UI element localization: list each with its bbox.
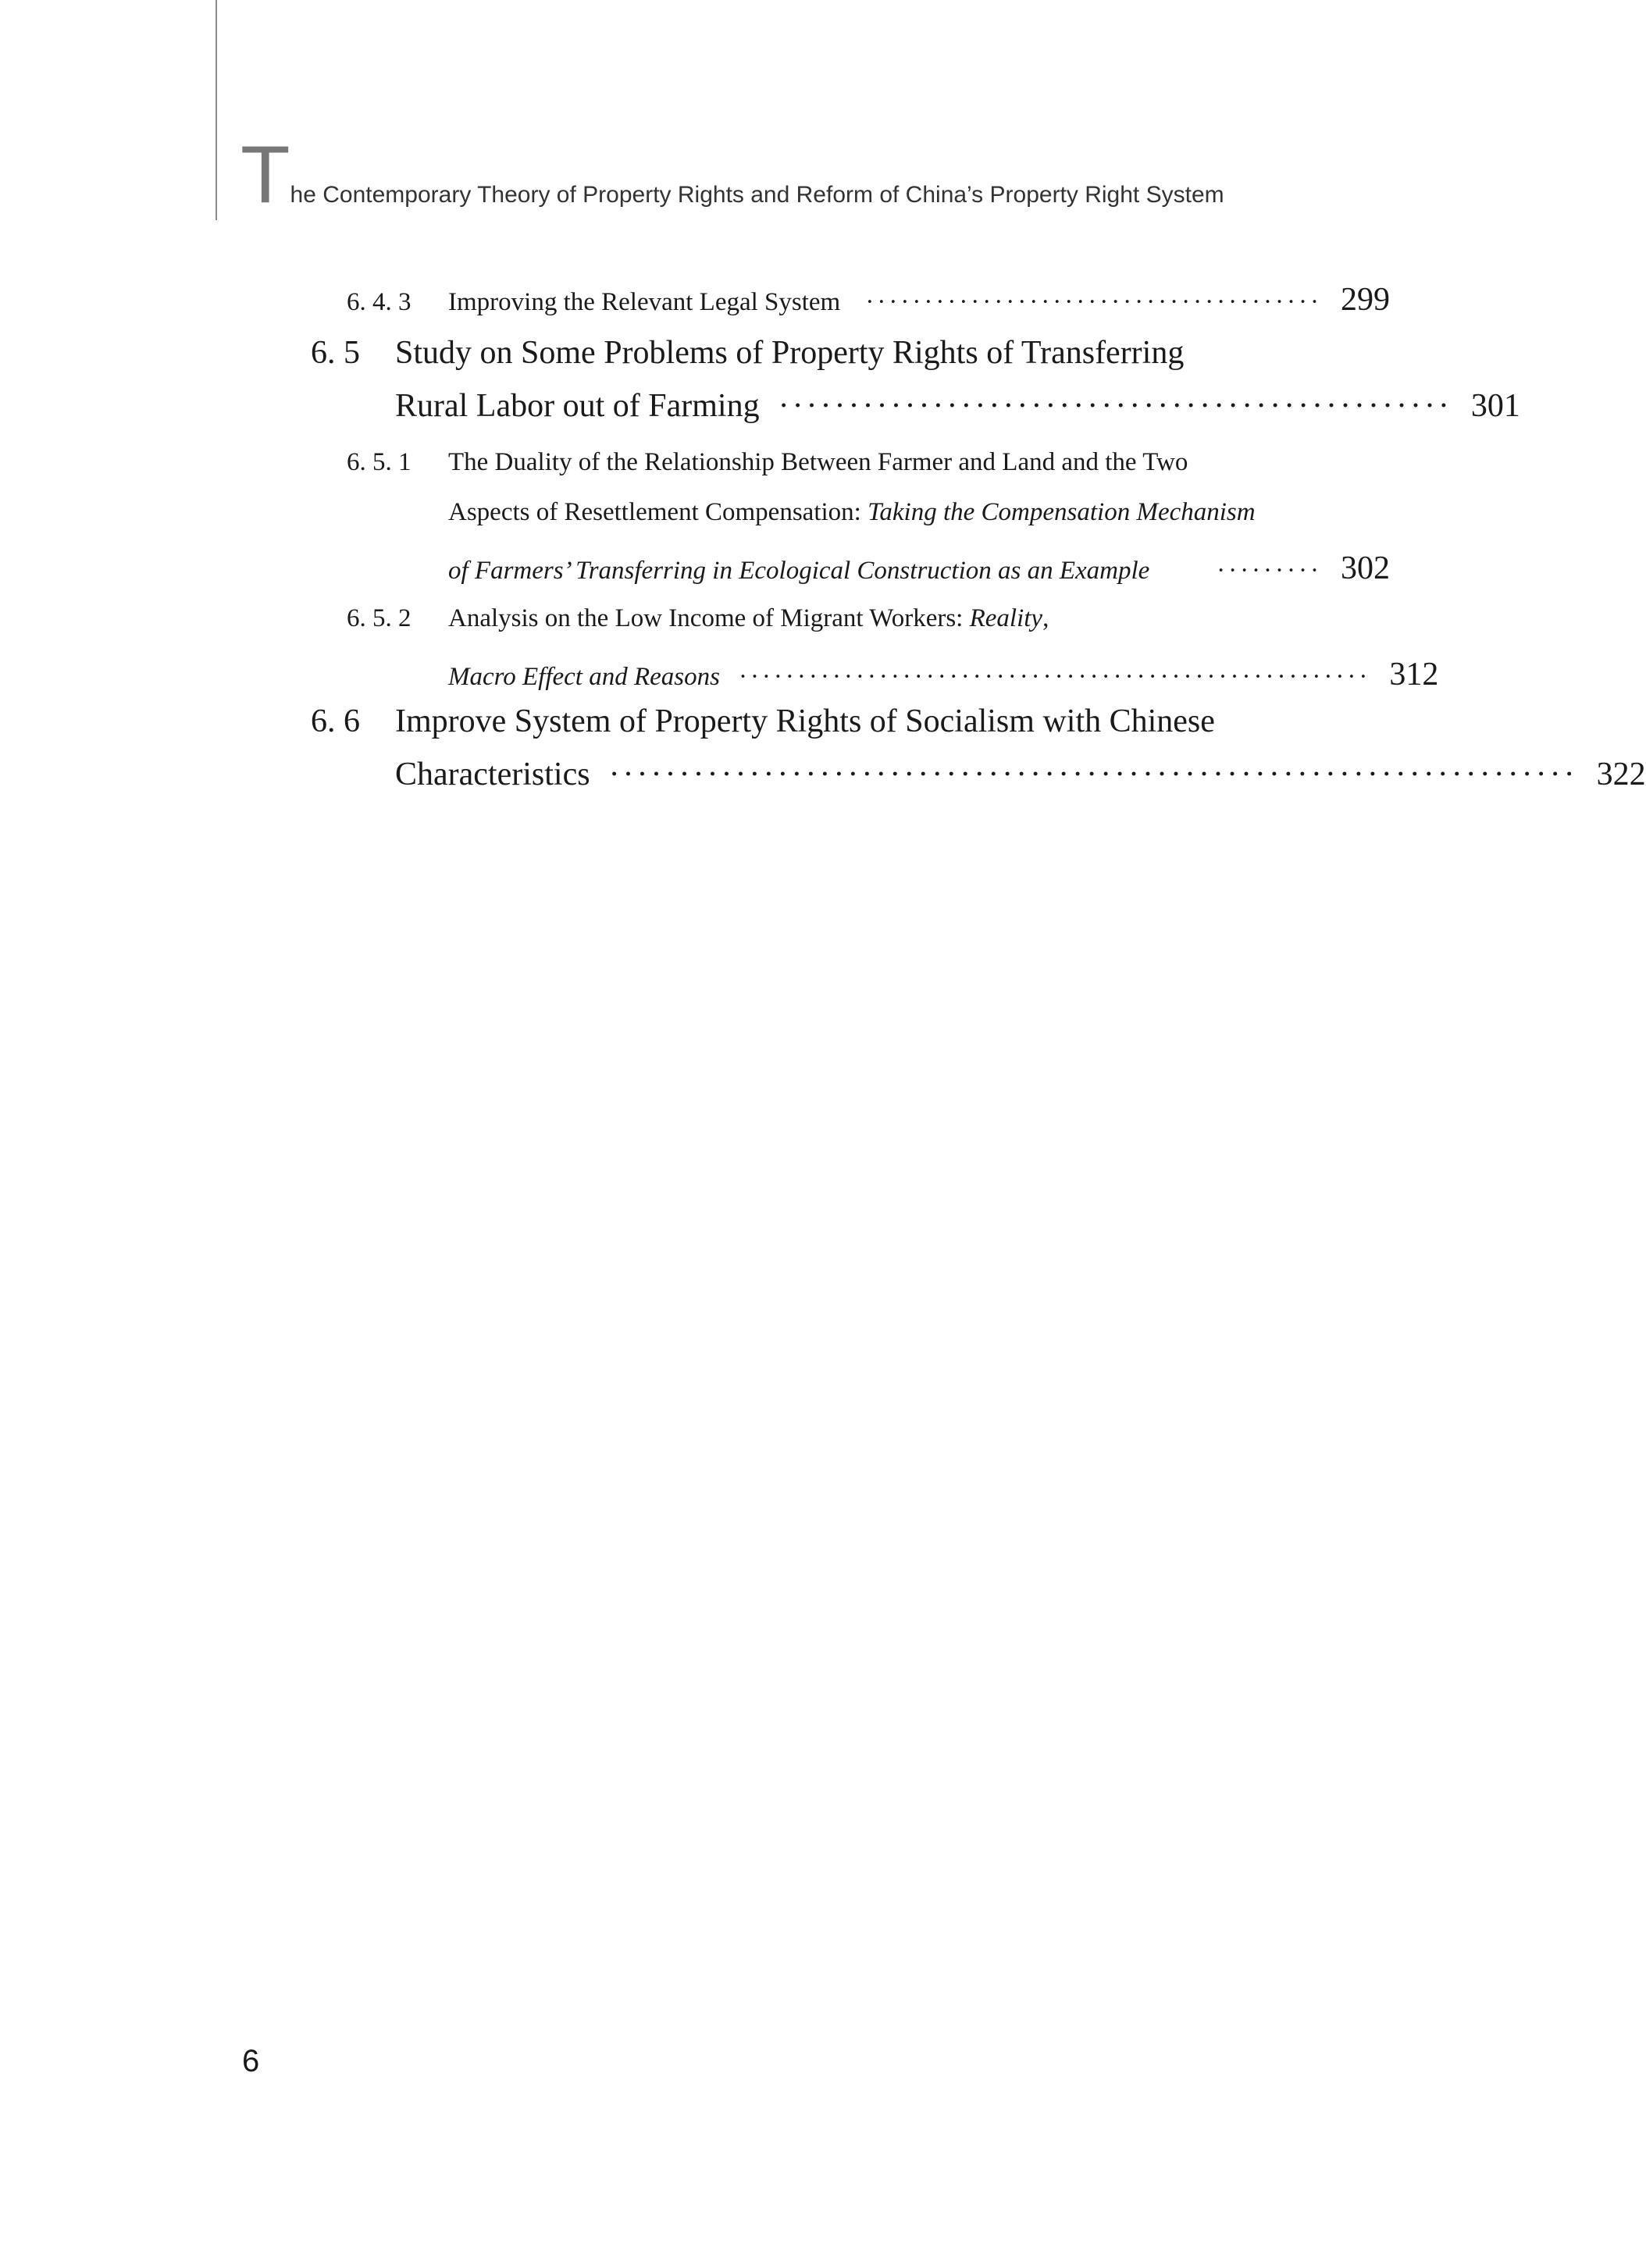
toc-title-plain: Aspects of Resettlement Compensation: (448, 498, 868, 526)
toc-title-line-2: Rural Labor out of Farming (395, 388, 760, 424)
toc-number: 6. 5 (311, 335, 360, 371)
toc-entry-6-5-2[interactable] (347, 604, 1390, 633)
toc-number: 6. 5. 2 (347, 604, 412, 632)
toc-entry-6-5-1-line-2[interactable] (448, 498, 1390, 527)
toc-entry-6-6-continued[interactable] (395, 756, 1646, 793)
toc-page-number: 312 (1389, 657, 1439, 693)
toc-leader: ················································ (778, 388, 1452, 424)
toc-title-italic: Macro Effect and Reasons (448, 663, 720, 691)
toc-page-number: 299 (1341, 282, 1390, 318)
toc-title-line-2 (448, 663, 720, 692)
toc-title-line-1: Improve System of Property Rights of Socialism with Chinese (395, 703, 1215, 739)
toc-number: 6. 4. 3 (347, 288, 412, 316)
toc-title-italic: Reality (969, 604, 1043, 632)
toc-entry-6-5-continued[interactable] (395, 387, 1520, 425)
toc-entry-6-6[interactable] (311, 703, 1390, 740)
toc-title-line-2 (448, 498, 1256, 527)
margin-rule (216, 0, 217, 220)
toc-entry-6-5-2-line-2[interactable] (448, 656, 1439, 693)
toc-title-italic: Taking the Compensation Mechanism (868, 498, 1256, 526)
toc-entry-6-5-1[interactable] (347, 448, 1390, 477)
toc-page-number: 302 (1341, 550, 1390, 586)
toc-page-number: 301 (1470, 388, 1520, 424)
toc-number: 6. 6 (311, 703, 360, 739)
toc-title-line-2: Characteristics (395, 757, 590, 792)
toc-entry-6-5[interactable] (311, 334, 1390, 372)
toc-leader: ······················································ (738, 663, 1371, 691)
toc-title-plain: Analysis on the Low Income of Migrant Workers: (448, 604, 970, 632)
toc-leader: ····································································· (608, 757, 1578, 792)
running-header-text: he Contemporary Theory of Property Rights and Reform of China’s Property Right System (290, 182, 1224, 208)
toc-entry-6-5-1-line-3[interactable] (448, 550, 1390, 587)
toc-title-line-1: The Duality of the Relationship Between Farmer and Land and the Two (448, 448, 1188, 476)
running-header (240, 130, 1224, 220)
toc-entry-6-4-3[interactable] (347, 281, 1390, 319)
running-header-initial: T (240, 130, 290, 220)
toc-title-punct: , (1042, 604, 1049, 632)
toc-leader: ········· (1217, 557, 1322, 585)
page-number: 6 (242, 2044, 260, 2078)
toc-page-number: 322 (1596, 757, 1646, 792)
toc-number: 6. 5. 1 (347, 448, 412, 476)
toc-leader: ······································· (865, 288, 1322, 316)
toc-title-line-1 (448, 604, 1049, 633)
toc-title-line-3 (448, 557, 1149, 586)
toc-title-line-1: Study on Some Problems of Property Rights of Transferring (395, 335, 1185, 371)
toc-title: Improving the Relevant Legal System (448, 288, 841, 316)
toc-title-italic: of Farmers’ Transferring in Ecological Construction as an Example (448, 557, 1150, 585)
